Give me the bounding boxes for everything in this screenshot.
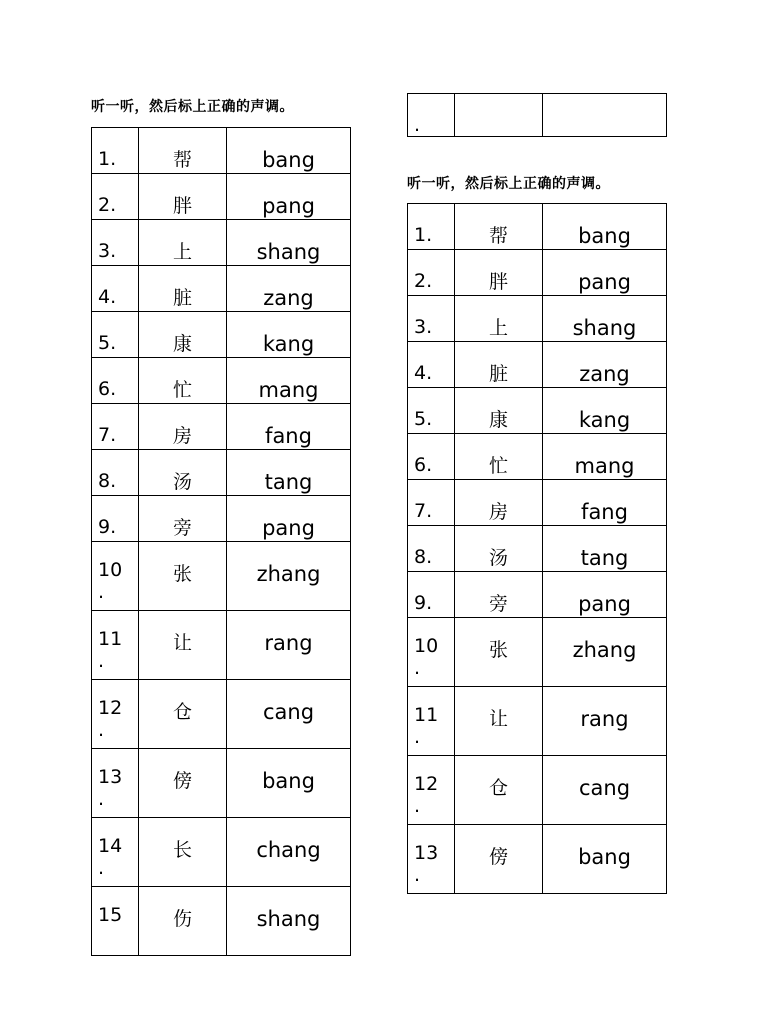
row-number: 4. [98, 286, 117, 308]
table-row [408, 342, 667, 388]
row-pinyin: fang [581, 500, 628, 524]
row-pinyin: kang [262, 332, 315, 356]
row-number: 9. [414, 592, 433, 614]
row-pinyin: shang [572, 316, 637, 340]
table-row [408, 526, 667, 572]
table-row [92, 887, 351, 956]
right-table [407, 203, 667, 894]
table-row [92, 496, 351, 542]
table-row [408, 250, 667, 296]
row-pinyin: tang [264, 470, 313, 494]
row-character: 康 [488, 409, 508, 431]
row-number: 8. [414, 546, 433, 568]
row-character [455, 94, 542, 111]
table-row [92, 611, 351, 680]
table-row [92, 542, 351, 611]
row-character: 伤 [172, 908, 192, 930]
table-row [92, 174, 351, 220]
row-character: 仓 [172, 701, 192, 723]
row-pinyin: cang [578, 776, 631, 800]
row-number: 3. [414, 316, 433, 338]
row-character: 汤 [488, 547, 508, 569]
table-row [408, 94, 667, 137]
row-character: 上 [488, 317, 508, 339]
row-character: 忙 [488, 455, 508, 477]
row-pinyin: rang [580, 707, 629, 731]
row-number: 4. [414, 362, 433, 384]
right-top-fragment-table [407, 93, 667, 137]
table-row [408, 204, 667, 250]
table-row [408, 434, 667, 480]
row-pinyin: zang [263, 286, 314, 310]
row-pinyin: mang [258, 378, 319, 402]
right-heading: 听一听，然后标上正确的声调。 [407, 176, 610, 192]
table-row [408, 480, 667, 526]
row-pinyin: fang [265, 424, 312, 448]
row-pinyin: shang [256, 907, 321, 931]
row-character: 仓 [488, 777, 508, 799]
row-number: 5. [98, 332, 117, 354]
table-row [408, 618, 667, 687]
row-pinyin: pang [578, 270, 631, 294]
row-character: 上 [172, 241, 192, 263]
row-character: 张 [172, 563, 192, 585]
row-character: 房 [172, 425, 192, 447]
row-number: 10 . [98, 559, 123, 603]
table-row [408, 388, 667, 434]
table-row [92, 749, 351, 818]
row-pinyin: shang [256, 240, 321, 264]
row-character: 让 [172, 632, 192, 654]
row-number: 3. [98, 240, 117, 262]
row-pinyin: cang [262, 700, 315, 724]
row-number: 12 . [414, 773, 439, 817]
row-pinyin: bang [578, 845, 631, 869]
table-row [408, 687, 667, 756]
row-pinyin: bang [262, 769, 315, 793]
row-character: 让 [488, 708, 508, 730]
table-row [92, 450, 351, 496]
row-pinyin: zhang [572, 638, 637, 662]
row-character: 康 [172, 333, 192, 355]
row-character: 长 [172, 839, 192, 861]
table-row [92, 680, 351, 749]
row-pinyin: pang [262, 516, 315, 540]
row-pinyin: zhang [256, 562, 321, 586]
row-number: . [414, 114, 421, 136]
row-character: 房 [488, 501, 508, 523]
row-pinyin: bang [578, 224, 631, 248]
table-row [92, 358, 351, 404]
left-heading: 听一听，然后标上正确的声调。 [91, 99, 294, 115]
row-number: 14 . [98, 835, 123, 879]
table-row [92, 818, 351, 887]
row-pinyin: chang [256, 838, 321, 862]
row-pinyin: kang [578, 408, 631, 432]
row-number: 1. [414, 224, 433, 246]
row-number: 15 [98, 904, 123, 926]
row-number: 11 . [98, 628, 123, 672]
row-number: 7. [414, 500, 433, 522]
table-row [92, 220, 351, 266]
row-number: 13 . [414, 842, 439, 886]
row-pinyin: zang [579, 362, 630, 386]
table-row [92, 128, 351, 174]
row-character: 旁 [488, 593, 508, 615]
row-number: 6. [98, 378, 117, 400]
row-character: 旁 [172, 517, 192, 539]
row-character: 胖 [488, 271, 508, 293]
row-character: 脏 [488, 363, 508, 385]
row-number: 13 . [98, 766, 123, 810]
row-number: 1. [98, 148, 117, 170]
row-number: 12 . [98, 697, 123, 741]
row-pinyin: mang [574, 454, 635, 478]
row-number: 2. [414, 270, 433, 292]
table-row [408, 756, 667, 825]
row-character: 傍 [488, 846, 508, 868]
row-number: 6. [414, 454, 433, 476]
table-row [408, 572, 667, 618]
row-number: 2. [98, 194, 117, 216]
row-number: 5. [414, 408, 433, 430]
row-character: 脏 [172, 287, 192, 309]
row-pinyin: pang [262, 194, 315, 218]
row-number: 11 . [414, 704, 439, 748]
row-number: 10 . [414, 635, 439, 679]
row-number: 8. [98, 470, 117, 492]
row-pinyin: rang [264, 631, 313, 655]
table-row [92, 404, 351, 450]
row-number: 9. [98, 516, 117, 538]
row-character: 傍 [172, 770, 192, 792]
row-character: 胖 [172, 195, 192, 217]
row-character: 张 [488, 639, 508, 661]
row-character: 汤 [172, 471, 192, 493]
left-table [91, 127, 351, 956]
table-row [92, 266, 351, 312]
row-character: 帮 [172, 149, 192, 171]
row-pinyin: bang [262, 148, 315, 172]
table-row [408, 825, 667, 894]
row-character: 忙 [172, 379, 192, 401]
row-character: 帮 [488, 225, 508, 247]
row-pinyin: tang [580, 546, 629, 570]
table-row [92, 312, 351, 358]
row-pinyin [543, 94, 666, 114]
table-row [408, 296, 667, 342]
row-number: 7. [98, 424, 117, 446]
row-pinyin: pang [578, 592, 631, 616]
